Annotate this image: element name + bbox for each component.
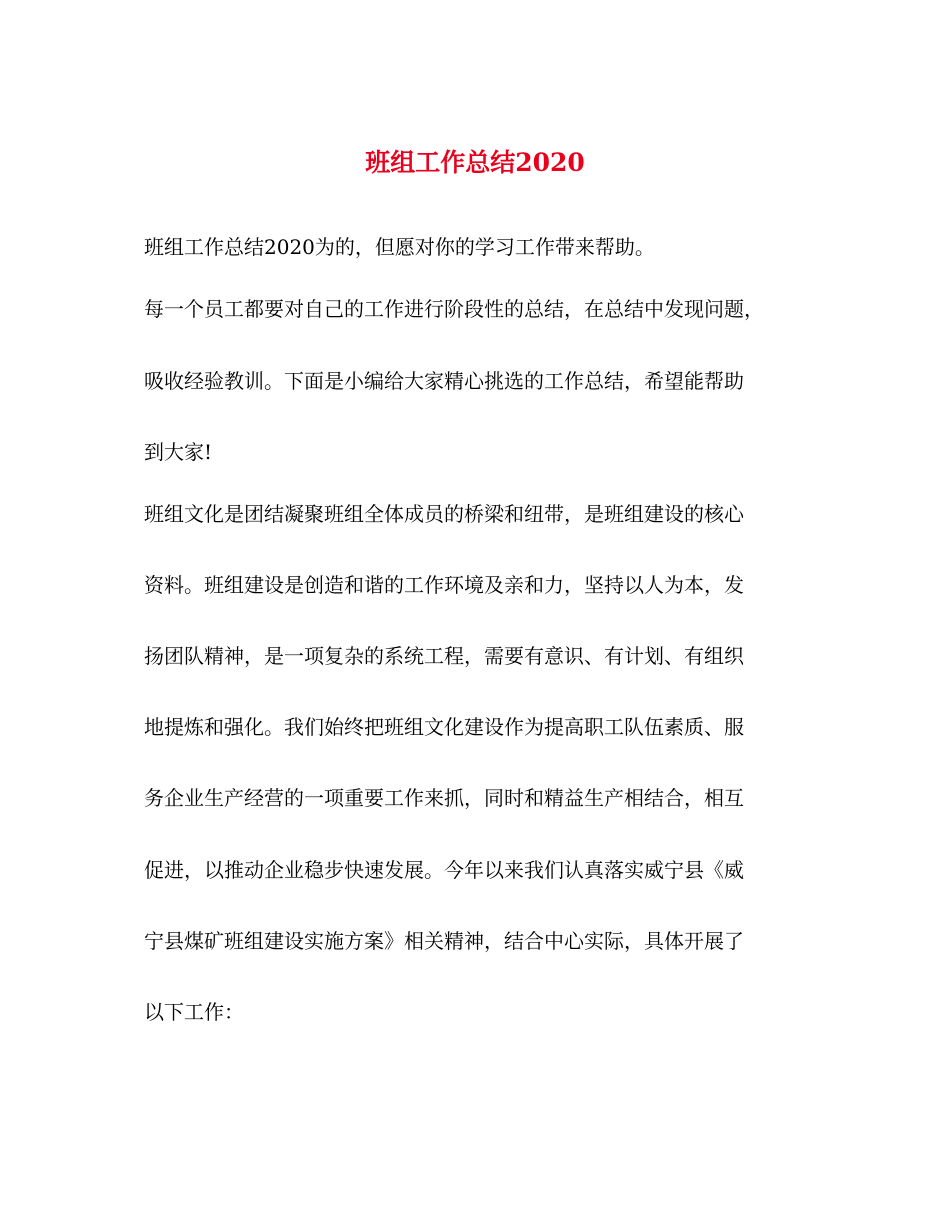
paragraph-3-line-3: 扬团队精神，是一项复杂的系统工程，需要有意识、有计划、有组织 <box>144 644 744 668</box>
document-title: 班组工作总结2020 <box>365 148 585 177</box>
paragraph-3-line-7: 宁县煤矿班组建设实施方案》相关精神，结合中心实际，具体开展了 <box>144 929 744 953</box>
paragraph-1-line-1: 班组工作总结2020为的，但愿对你的学习工作带来帮助。 <box>144 235 655 259</box>
paragraph-3-line-2: 资料。班组建设是创造和谐的工作环境及亲和力，坚持以人为本，发 <box>144 573 744 597</box>
paragraph-3-line-8: 以下工作： <box>144 1000 244 1024</box>
paragraph-2-line-1: 每一个员工都要对自己的工作进行阶段性的总结，在总结中发现问题， <box>144 297 764 321</box>
paragraph-2-line-2: 吸收经验教训。下面是小编给大家精心挑选的工作总结，希望能帮助 <box>144 369 744 393</box>
paragraph-3-line-6: 促进，以推动企业稳步快速发展。今年以来我们认真落实威宁县《威 <box>144 858 744 882</box>
paragraph-3-line-1: 班组文化是团结凝聚班组全体成员的桥梁和纽带，是班组建设的核心 <box>144 502 744 526</box>
paragraph-2-line-3: 到大家! <box>144 440 213 464</box>
paragraph-3-line-4: 地提炼和强化。我们始终把班组文化建设作为提高职工队伍素质、服 <box>144 715 744 739</box>
paragraph-3-line-5: 务企业生产经营的一项重要工作来抓，同时和精益生产相结合，相互 <box>144 786 744 810</box>
